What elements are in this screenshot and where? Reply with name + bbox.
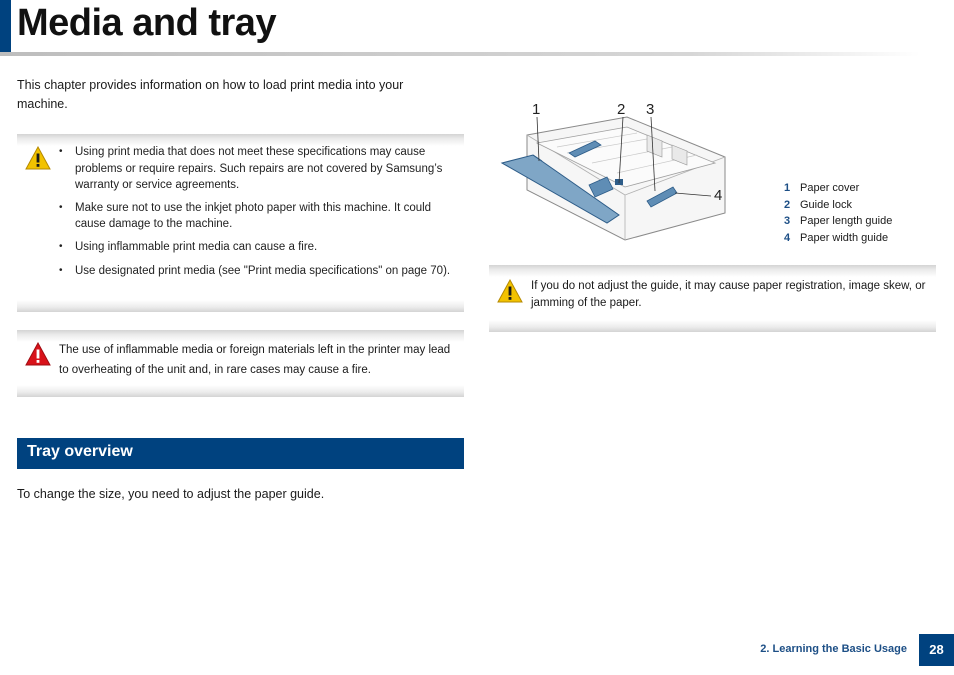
legend-item: 1 Paper cover	[784, 182, 860, 194]
title-divider	[0, 52, 920, 56]
caution-item: • Using print media that does not meet these specifications may cause problems or require repairs. Such repairs are not covered by Samsung’s warranty or service agreements.	[57, 144, 462, 194]
warning-triangle-icon	[25, 342, 51, 366]
caution-triangle-icon	[497, 279, 523, 303]
warning-text: The use of inflammable media or foreign materials left in the printer may lead to overheating of the unit and, in rare cases may cause a fire.	[59, 344, 451, 376]
tray-drawing	[497, 95, 747, 250]
guide-caution-text: If you do not adjust the guide, it may cause paper registration, image skew, or jamming of the paper.	[531, 280, 926, 309]
footer-chapter: 2. Learning the Basic Usage	[760, 643, 907, 655]
callout-4: 4	[714, 187, 723, 204]
title-accent-bar	[0, 0, 11, 54]
section-title: Tray overview	[27, 443, 133, 460]
intro-paragraph: This chapter provides information on how to load print media into your machine.	[17, 78, 404, 111]
callout-3: 3	[646, 101, 655, 118]
legend-item: 2 Guide lock	[784, 198, 852, 211]
caution-list	[57, 144, 462, 280]
legend-item: 3 Paper length guide	[784, 215, 893, 227]
caution-item: • Using inflammable print media can cause a fire.	[57, 239, 462, 256]
figure-legend	[784, 180, 949, 246]
callout-1: 1	[532, 101, 541, 118]
caution-item: • Use designated print media (see "Print media specifications" on page 70).	[57, 263, 462, 280]
tray-illustration	[497, 95, 747, 250]
guide-caution-note	[489, 265, 936, 332]
caution-note	[17, 134, 464, 312]
section-paragraph: To change the size, you need to adjust the paper guide.	[17, 487, 325, 501]
page-title: Media and tray	[17, 2, 277, 44]
legend-item: 4 Paper width guide	[784, 231, 889, 244]
caution-item: • Make sure not to use the inkjet photo paper with this machine. It could cause damage to the machine.	[57, 200, 462, 233]
page-number: 28	[919, 634, 954, 666]
callout-2: 2	[617, 101, 626, 118]
caution-triangle-icon	[25, 146, 51, 170]
warning-note	[17, 330, 464, 397]
section-heading	[17, 438, 464, 469]
